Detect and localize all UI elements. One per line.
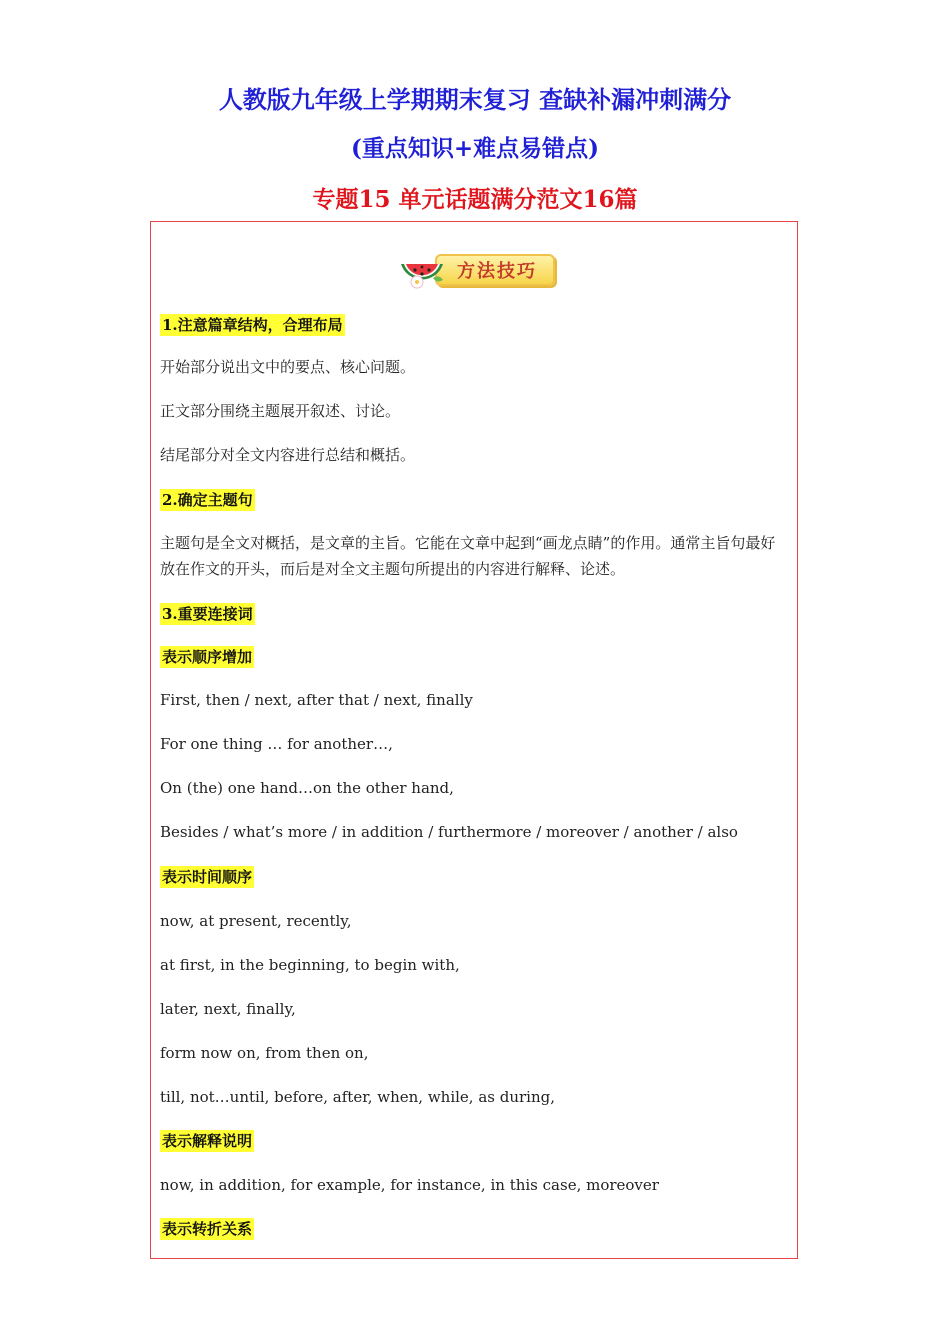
heading-topic-sentence: 2.确定主题句 — [162, 491, 253, 509]
method-banner — [397, 240, 559, 292]
content-frame — [150, 221, 798, 1259]
paragraph: First, then / next, after that / next, finally — [160, 691, 473, 709]
paragraph: 正文部分围绕主题展开叙述、讨论。 — [160, 402, 401, 420]
paragraph: 结尾部分对全文内容进行总结和概括。 — [160, 446, 416, 464]
paragraph: now, in addition, for example, for instance, in this case, moreover — [160, 1176, 659, 1194]
document-title: 人教版九年级上学期期末复习 查缺补漏冲刺满分 — [218, 85, 732, 114]
paragraph: For one thing … for another…, — [160, 735, 393, 753]
paragraph: at first, in the beginning, to begin with, — [160, 956, 460, 974]
heading-connectives: 3.重要连接词 — [162, 605, 253, 623]
paragraph: 主题句是全文对概括，是文章的主旨。它能在文章中起到“画龙点睛”的作用。通常主旨句最好放在作文的开头，而后是对全文主题句所提出的内容进行解释、论述。 — [160, 534, 776, 578]
watermelon-icon — [397, 240, 457, 292]
paragraph: 开始部分说出文中的要点、核心问题。 — [160, 358, 416, 376]
heading-explanation: 表示解释说明 — [162, 1132, 253, 1150]
banner-label: 方法技巧 — [457, 261, 537, 282]
paragraph: now, at present, recently, — [160, 912, 352, 930]
paragraph: On (the) one hand…on the other hand, — [160, 779, 454, 797]
heading-sequence: 表示顺序增加 — [162, 648, 253, 666]
paragraph: form now on, from then on, — [160, 1044, 369, 1062]
heading-contrast: 表示转折关系 — [162, 1220, 253, 1238]
paragraph: till, not…until, before, after, when, while, as during, — [160, 1088, 556, 1106]
topic-title: 专题15 单元话题满分范文16篇 — [312, 186, 638, 213]
paragraph: later, next, finally, — [160, 1000, 296, 1018]
paragraph: Besides / what’s more / in addition / furthermore / moreover / another / also — [160, 823, 738, 841]
heading-structure: 1.注意篇章结构，合理布局 — [162, 316, 343, 334]
heading-time-order: 表示时间顺序 — [162, 868, 253, 886]
document-subtitle: (重点知识+难点易错点) — [350, 135, 600, 162]
